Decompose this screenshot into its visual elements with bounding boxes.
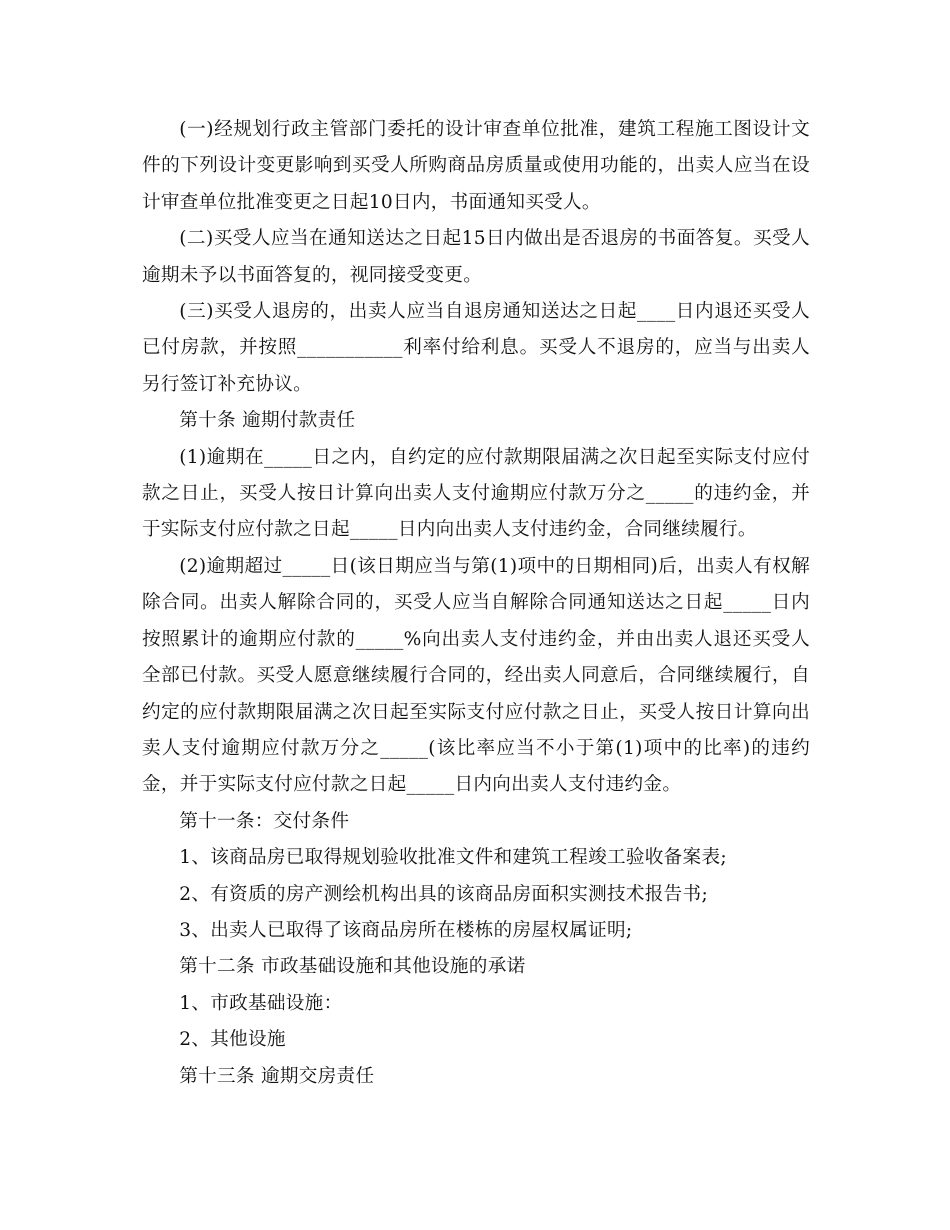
delivery-condition-3: 3、出卖人已取得了该商品房所在楼栋的房屋权属证明; bbox=[179, 919, 633, 941]
paragraph-overdue-payment-2: (2)逾期超过_____日(该日期应当与第(1)项中的日期相同)后，出卖人有权解除合同。出卖人解除合同的，买受人应当自解除合同通知送达之日起_____日内按照累计的逾期应付款的_____%向出卖人支付违约金，并由出卖人退还买受人全部已付款。买受人愿意继续履行合同的，经出卖人同意后，合同继续履行，自约定的应付款期限届满之次日起至实际支付应付款之日止，买受人按日计算向出卖人支付逾期应付款万分之_____(该比率应当不小于第(1)项中的比率)的违约金，并于实际支付应付款之日起_____日内向出卖人支付违约金。 bbox=[142, 555, 810, 796]
article-11-heading: 第十一条：交付条件 bbox=[179, 810, 350, 832]
delivery-condition-1: 1、该商品房已取得规划验收批准文件和建筑工程竣工验收备案表; bbox=[179, 847, 727, 869]
article-12-heading: 第十二条 市政基础设施和其他设施的承诺 bbox=[179, 956, 526, 978]
facility-item-2: 2、其他设施 bbox=[179, 1029, 286, 1051]
delivery-condition-2: 2、有资质的房产测绘机构出具的该商品房面积实测技术报告书; bbox=[179, 883, 709, 905]
paragraph-buyer-return: (三)买受人退房的，出卖人应当自退房通知送达之日起____日内退还买受人已付房款，并按照___________利率付给利息。买受人不退房的，应当与出卖人另行签订补充协议。 bbox=[142, 301, 810, 395]
paragraph-design-change-notice: (一)经规划行政主管部门委托的设计审查单位批准，建筑工程施工图设计文件的下列设计变更影响到买受人所购商品房质量或使用功能的，出卖人应当在设计审查单位批准变更之日起10日内，书面通知买受人。 bbox=[142, 119, 810, 213]
paragraph-buyer-reply: (二)买受人应当在通知送达之日起15日内做出是否退房的书面答复。买受人逾期未予以书面答复的，视同接受变更。 bbox=[142, 228, 810, 286]
document-body bbox=[142, 112, 810, 1095]
article-13-heading: 第十三条 逾期交房责任 bbox=[179, 1065, 375, 1087]
article-10-heading: 第十条 逾期付款责任 bbox=[179, 410, 356, 432]
paragraph-overdue-payment-1: (1)逾期在_____日之内，自约定的应付款期限届满之次日起至实际支付应付款之日止，买受人按日计算向出卖人支付逾期应付款万分之_____的违约金，并于实际支付应付款之日起_____日内向出卖人支付违约金，合同继续履行。 bbox=[142, 446, 810, 541]
facility-item-1: 1、市政基础设施： bbox=[179, 992, 343, 1014]
